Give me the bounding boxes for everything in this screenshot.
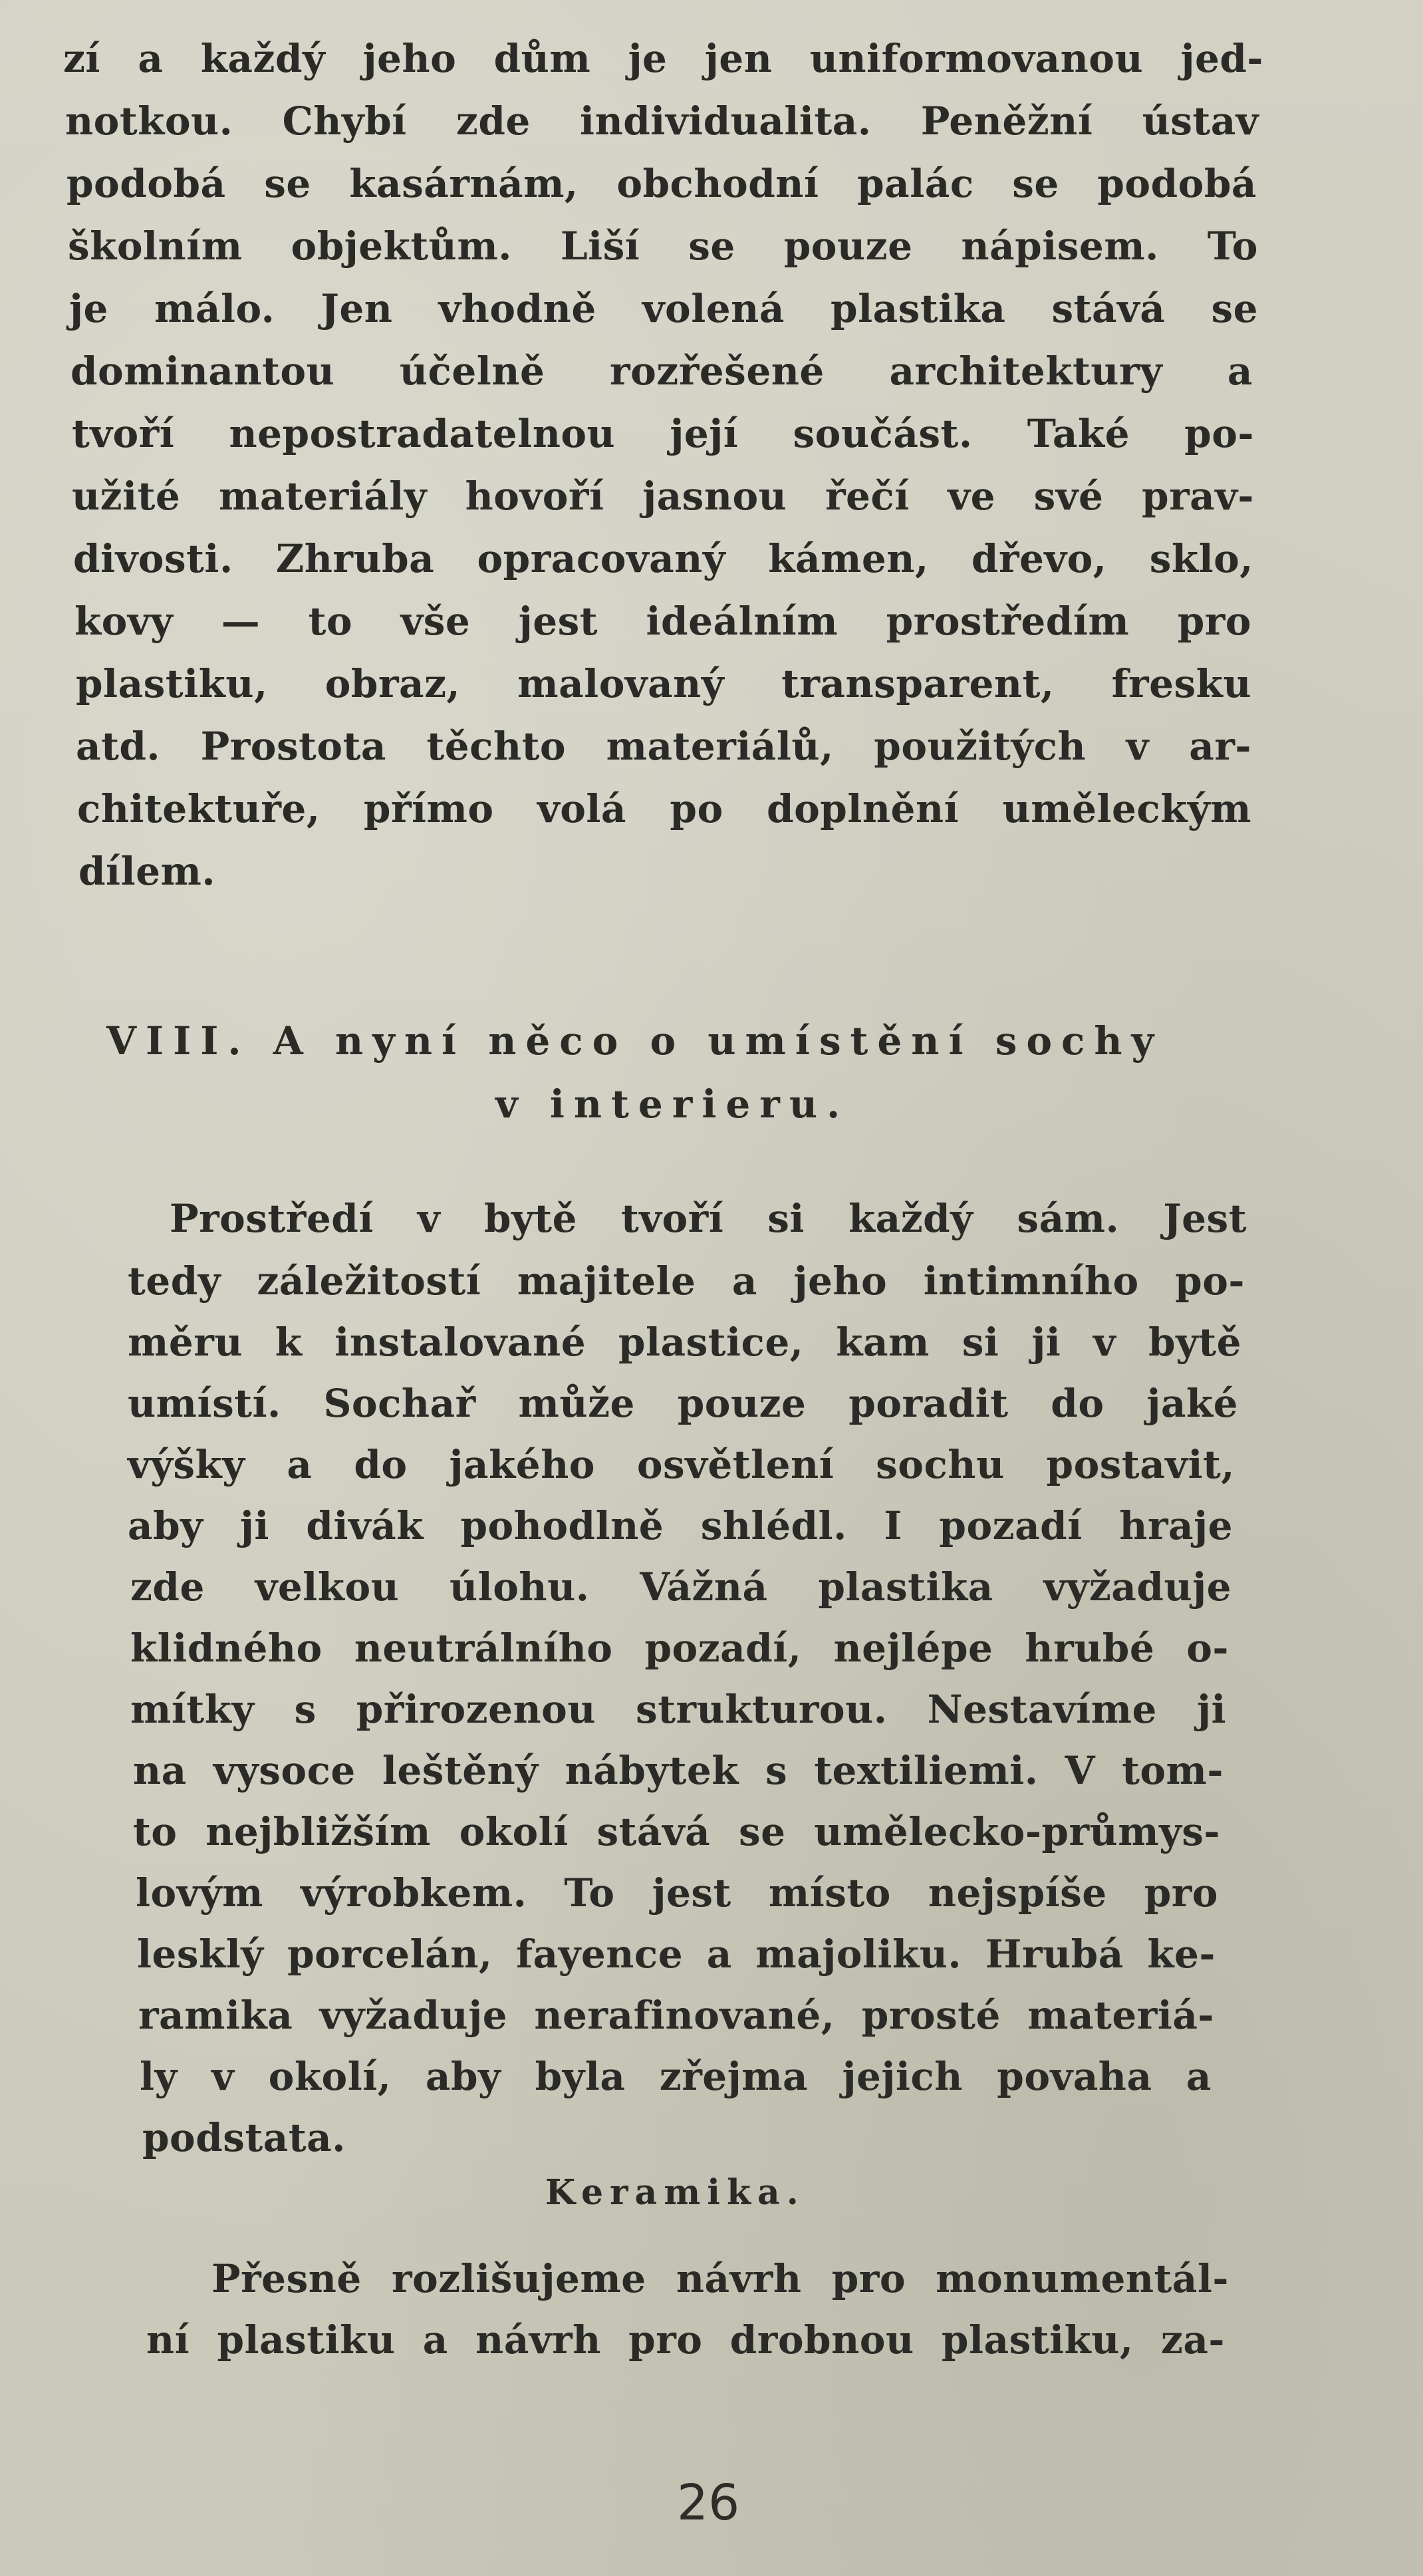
text-line: podobá se kasárnám, obchodní palác se podobá <box>66 161 1257 206</box>
text-line: zí a každý jeho dům je jen uniformovanou jed- <box>63 36 1263 81</box>
text-line: to nejbližším okolí stává se umělecko-průmys- <box>133 1809 1220 1854</box>
text-line: na vysoce leštěný nábytek s textiliemi. V tom- <box>133 1748 1224 1793</box>
text-line: zde velkou úlohu. Vážná plastika vyžaduje <box>130 1564 1231 1610</box>
text-line: dílem. <box>78 849 216 894</box>
text-line: klidného neutrálního pozadí, nejlépe hrubé o- <box>130 1626 1229 1671</box>
page-number: 26 <box>677 2474 740 2531</box>
text-line: lesklý porcelán, fayence a majoliku. Hrubá ke- <box>137 1932 1216 1977</box>
text-line: tvoří nepostradatelnou její součást. Také po- <box>72 411 1254 456</box>
section-heading: VIII. A nyní něco o umístění sochy <box>106 1018 1164 1064</box>
text-line: ly v okolí, aby byla zřejma jejich povaha a <box>140 2054 1212 2099</box>
text-line: Prostředí v bytě tvoří si každý sám. Jest <box>170 1196 1247 1241</box>
text-line: umístí. Sochař může pouze poradit do jaké <box>128 1381 1238 1426</box>
text-line: lovým výrobkem. To jest místo nejspíše pro <box>136 1870 1218 1916</box>
text-line: podstata. <box>142 2115 346 2160</box>
text-line: atd. Prostota těchto materiálů, použitých v ar- <box>76 724 1251 769</box>
text-line: ramika vyžaduje nerafinované, prosté materiá- <box>138 1993 1214 2038</box>
text-line: Přesně rozlišujeme návrh pro monumentál- <box>211 2256 1229 2301</box>
text-line: ní plastiku a návrh pro drobnou plastiku, za- <box>146 2317 1225 2362</box>
text-line: divosti. Zhruba opracovaný kámen, dřevo, sklo, <box>73 536 1253 581</box>
text-line: notkou. Chybí zde individualita. Peněžní ústav <box>65 98 1259 144</box>
text-line: tedy záležitostí majitele a jeho intimního po- <box>128 1258 1245 1304</box>
text-line: dominantou účelně rozřešené architektury a <box>70 349 1253 394</box>
text-line: mítky s přirozenou strukturou. Nestavíme ji <box>130 1687 1226 1732</box>
text-line: plastiku, obraz, malovaný transparent, fresku <box>76 661 1251 706</box>
text-line: je málo. Jen vhodně volená plastika stává se <box>69 286 1258 331</box>
text-line: kovy — to vše jest ideálním prostředím pro <box>74 599 1251 644</box>
text-line: měru k instalované plastice, kam si ji v bytě <box>128 1320 1241 1365</box>
text-line: aby ji divák pohodlně shlédl. I pozadí hraje <box>128 1503 1233 1548</box>
section-heading-continuation: v interieru. <box>495 1081 850 1127</box>
subheading-keramika: Keramika. <box>545 2172 805 2213</box>
text-line: chitektuře, přímo volá po doplnění uměleckým <box>77 786 1251 831</box>
text-line: užité materiály hovoří jasnou řečí ve své prav- <box>72 474 1254 519</box>
text-line: výšky a do jakého osvětlení sochu postavit, <box>128 1442 1235 1487</box>
text-line: školním objektům. Liší se pouze nápisem. To <box>68 223 1258 269</box>
